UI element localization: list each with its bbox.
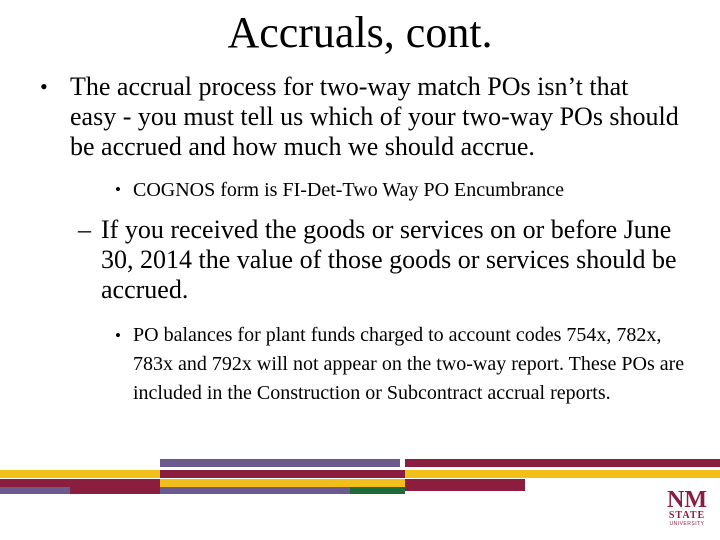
slide-title: Accruals, cont. [227,8,493,57]
bullet-4 [115,321,685,408]
bullet-1 [40,72,680,162]
bullet-2 [115,177,695,203]
stripe-crimson-long [70,479,160,494]
bullet-2-marker: • [115,180,121,199]
bullet-1-marker: • [40,74,48,99]
logo-line2: STATE [668,510,706,521]
stripe-purple-top [160,459,400,467]
logo-line1: NM [667,487,707,513]
stripe-purple-bottom [160,487,350,494]
bullet-4-marker: • [115,326,121,345]
stripe-gold-right [405,470,720,478]
bullet-3-text: If you received the goods or services on or before June 30, 2014 the value of those goods or services should be accrued. [101,215,677,304]
bullet-4-text: PO balances for plant funds charged to account codes 754x, 782x, 783x and 792x will not appear on the two-way report. These POs are included in the Construction or Subcontract accrual reports. [133,324,685,404]
bullet-3-marker: – [78,215,91,244]
stripe-crimson-right [405,479,525,491]
stripe-gold-center [160,479,405,487]
stripe-crimson-left [0,479,70,487]
bullet-3 [78,215,688,305]
stripe-crimson-top [405,459,720,467]
stripe-purple-left [0,487,70,494]
bullet-2-text: COGNOS form is FI-Det-Two Way PO Encumbrance [133,179,564,201]
nmsu-logo [664,483,710,529]
bullet-1-text: The accrual process for two-way match POs isn’t that easy - you must tell us which of your two-way POs should be accrued and how much we should accrue. [70,72,679,161]
stripe-green [350,487,405,494]
logo-line3: UNIVERSITY [669,521,705,527]
stripe-gold-left [0,470,160,478]
stripe-crimson-mid [160,470,405,478]
